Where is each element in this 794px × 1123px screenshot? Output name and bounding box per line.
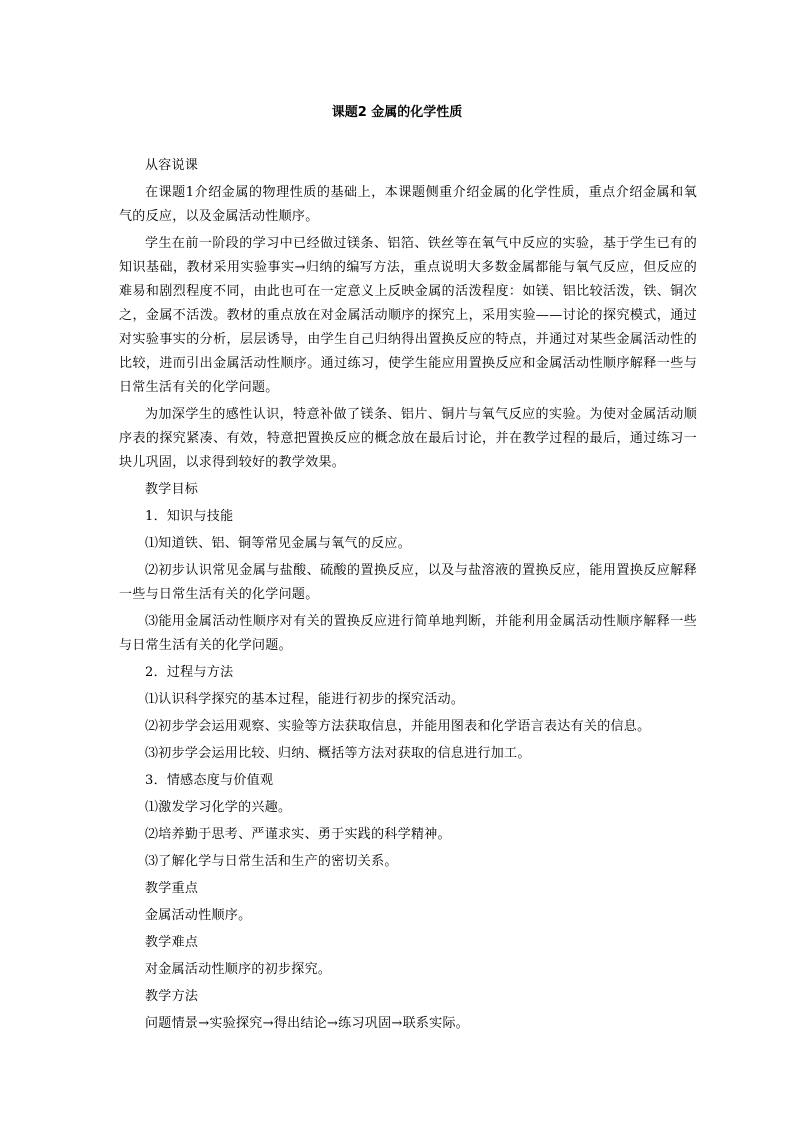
goal-method-3: ⑶初步学会运用比较、归纳、概括等方法对获取的信息进行加工。 <box>145 746 531 761</box>
section-heading-difficulty: 教学难点 <box>145 935 199 950</box>
document-body <box>119 154 697 1039</box>
goal-emotion-2: ⑵培养勤于思考、严谨求实、勇于实践的科学精神。 <box>145 827 451 842</box>
goal-knowledge-1: ⑴知道铁、铝、铜等常见金属与氧气的反应。 <box>145 536 412 551</box>
subheading-knowledge: 1．知识与技能 <box>145 509 234 524</box>
goal-knowledge-2: ⑵初步认识常见金属与盐酸、硫酸的置换反应，以及与盐溶液的置换反应，能用置换反应解释一些与日常生活有关的化学问题。 <box>119 563 697 602</box>
section-heading-intro: 从容说课 <box>145 158 199 173</box>
goal-method-2: ⑵初步学会运用观察、实验等方法获取信息，并能用图表和化学语言表达有关的信息。 <box>145 719 651 734</box>
section-heading-key-point: 教学重点 <box>145 881 199 896</box>
goal-knowledge-3: ⑶能用金属活动性顺序对有关的置换反应进行简单地判断，并能利用金属活动性顺序解释一些与日常生活有关的化学问题。 <box>119 614 697 653</box>
goal-emotion-3: ⑶了解化学与日常生活和生产的密切关系。 <box>145 854 398 869</box>
paragraph-intro-3: 为加深学生的感性认识，特意补做了镁条、铝片、铜片与氧气反应的实验。为使对金属活动顺序表的探究紧凑、有效，特意把置换反应的概念放在最后讨论，并在教学过程的最后，通过练习一块儿巩固，以求得到较好的教学效果。 <box>119 407 697 470</box>
goal-method-1: ⑴认识科学探究的基本过程，能进行初步的探究活动。 <box>145 692 465 707</box>
paragraph-intro-1: 在课题1介绍金属的物理性质的基础上，本课题侧重介绍金属的化学性质，重点介绍金属和氧气的反应，以及金属活动性顺序。 <box>119 185 697 224</box>
goal-emotion-1: ⑴激发学习化学的兴趣。 <box>145 800 292 815</box>
section-heading-goals: 教学目标 <box>145 482 199 497</box>
document-title: 课题2 金属的化学性质 <box>331 105 463 120</box>
section-heading-method: 教学方法 <box>145 989 199 1004</box>
method-text: 问题情景→实验探究→得出结论→练习巩固→联系实际。 <box>145 1016 470 1031</box>
subheading-emotions: 3．情感态度与价值观 <box>145 773 274 788</box>
key-point-text: 金属活动性顺序。 <box>145 908 252 923</box>
subheading-methods: 2．过程与方法 <box>145 665 234 680</box>
paragraph-intro-2: 学生在前一阶段的学习中已经做过镁条、铝箔、铁丝等在氧气中反应的实验，基于学生已有的知识基础，教材采用实验事实→归纳的编写方法，重点说明大多数金属都能与氧气反应，但反应的难易和剧烈程度不同，由此也可在一定意义上反映金属的活泼程度：如镁、铝比较活泼，铁、铜次之，金属不活泼。教材的重点放在对金属活动顺序的探究上，采用实验——讨论的探究模式，通过对实验事实的分析，层层诱导，由学生自己归纳得出置换反应的特点，并通过对某些金属活动性的比较，进而引出金属活动性顺序。通过练习，使学生能应用置换反应和金属活动性顺序解释一些与日常生活有关的化学问题。 <box>119 236 697 395</box>
difficulty-text: 对金属活动性顺序的初步探究。 <box>145 962 332 977</box>
